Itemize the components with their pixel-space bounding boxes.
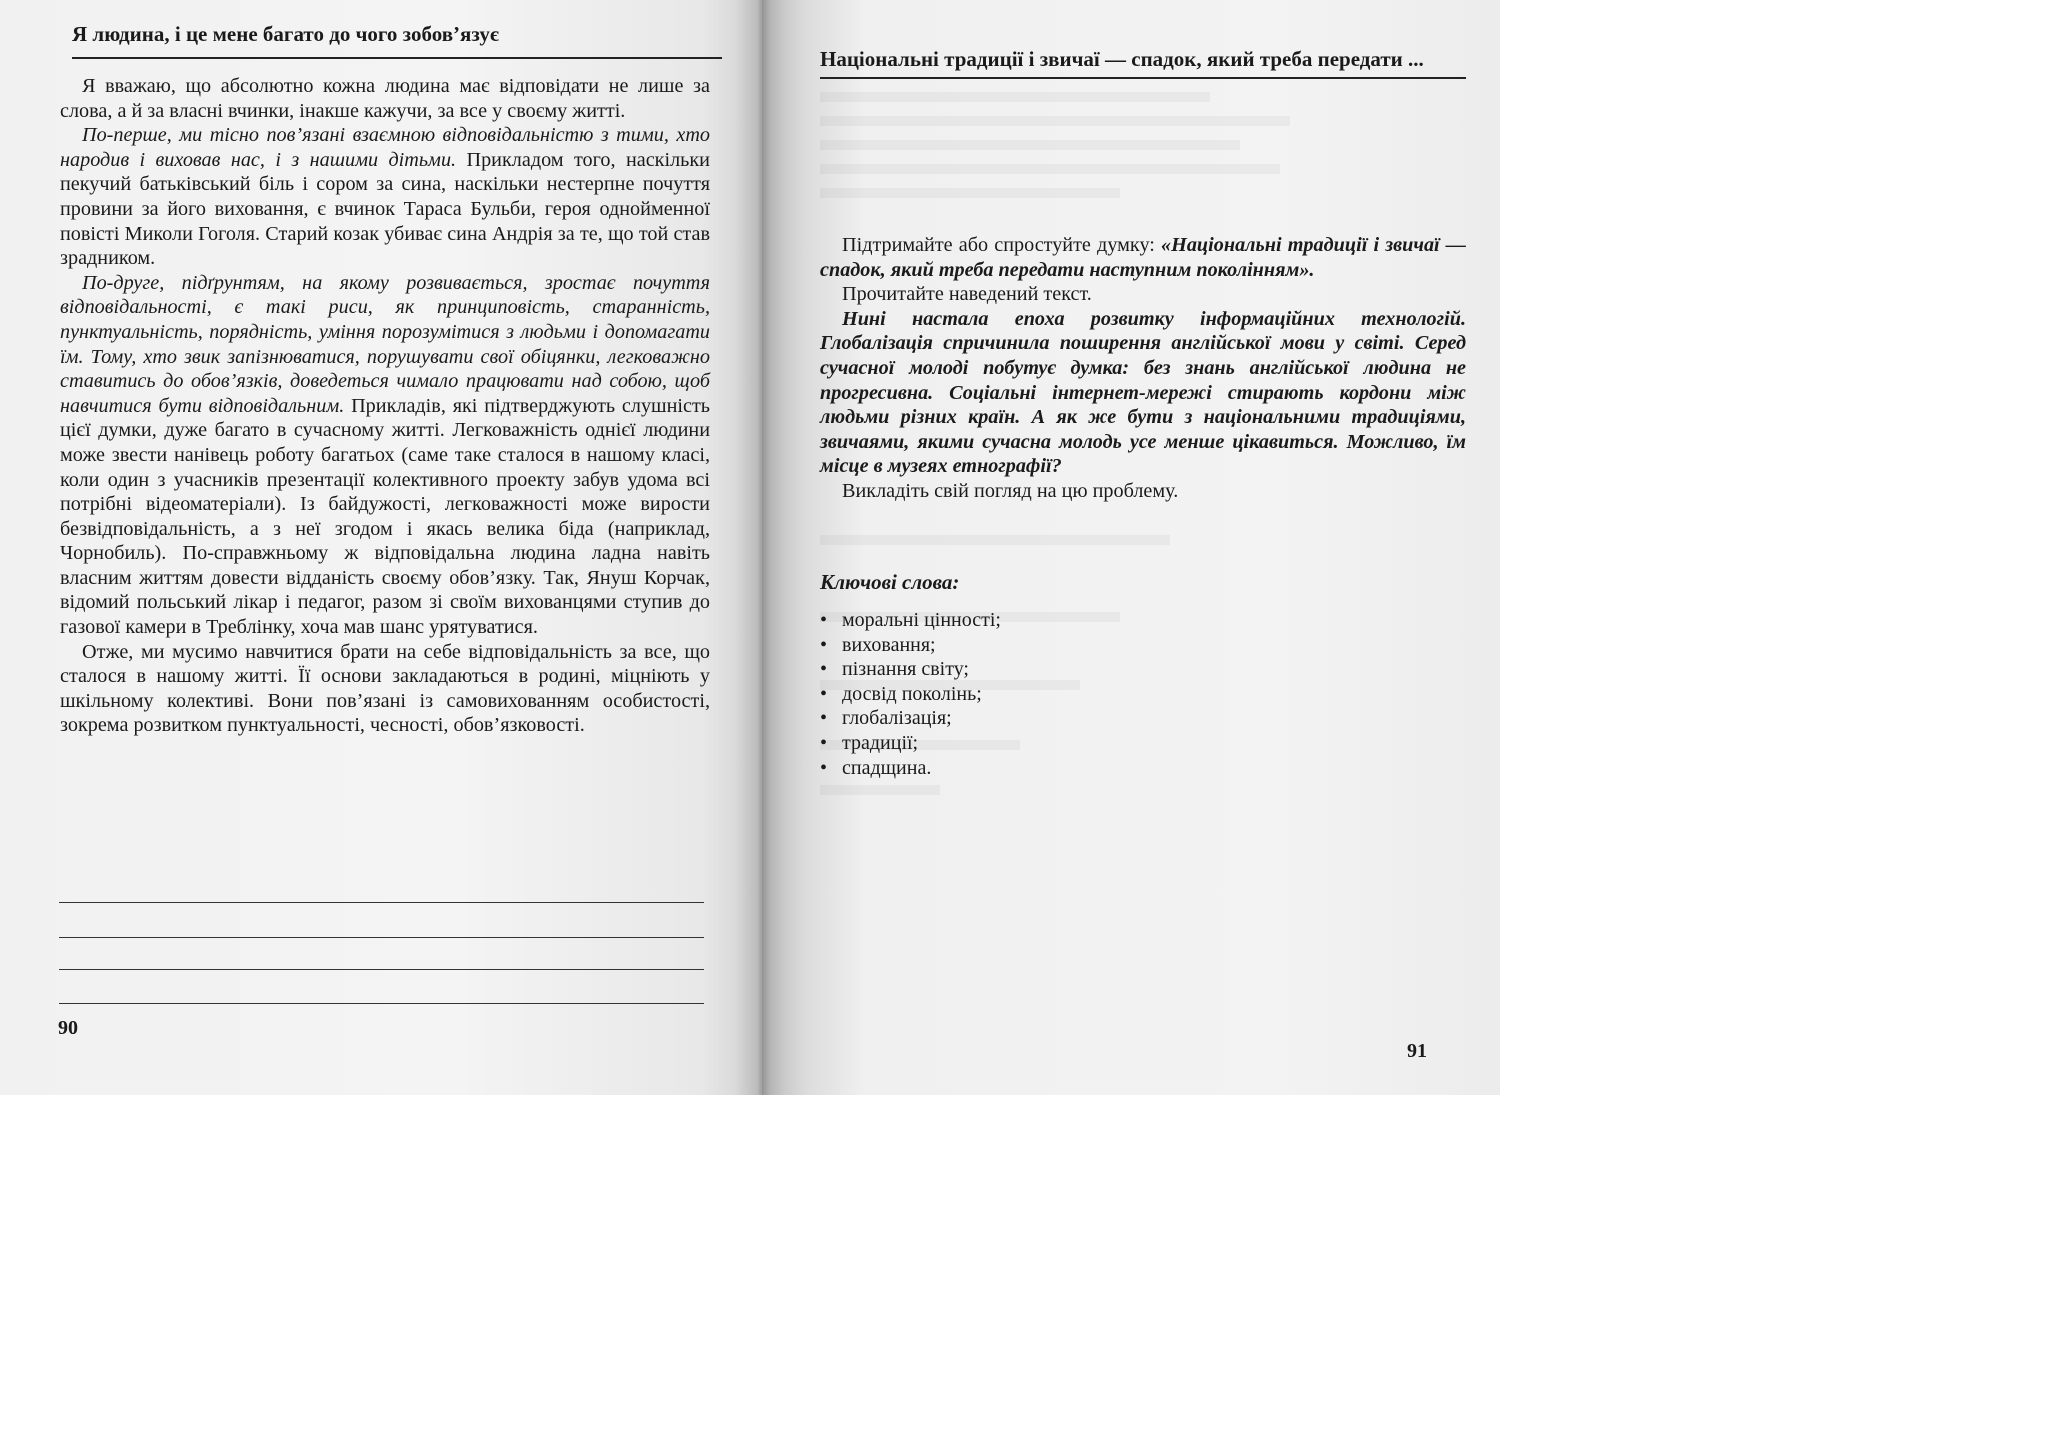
bleed-through	[820, 164, 1280, 174]
italic-run: По-перше, ми тісно пов’язані взаємною відповідальністю з тими, хто народив і виховав нас, і з нашими дітьми.	[60, 124, 710, 171]
left-body-text	[60, 74, 710, 738]
paragraph	[60, 123, 710, 271]
quoted-text: Нині настала епоха розвитку інформаційних технологій. Глобалізація спричинила поширення англійської мови у світі. Серед сучасної молоді побутує думка: без знань англійської людина не прогресивна. Соціальні інтернет-мережі стирають кордони між людьми різних країн. А як же бути з національними традиціями, звичаями, якими сучасна молодь усе менше цікавиться. Можливо, їм місце в музеях етнографії?	[820, 307, 1466, 478]
keyword-item: • досвід поколінь;	[820, 682, 1001, 707]
paragraph	[60, 640, 710, 738]
right-task-block	[820, 233, 1466, 504]
text-run: Прикладів, які підтверджують слушність цієї думки, дуже багато в сучасному житті. Легковажність однієї людини може звести нанівець роботу багатьох (саме таке сталося в нашому класі, коли один з учасників презентації колективного проекту забув удома всі потрібні відеоматеріали). Із байдужості, легковажності може вирости безвідповідальність, а з неї згодом і якась велика біда (наприклад, Чорнобиль). По-справжньому ж відповідальна людина ладна навіть власним життям довести відданість своєму обов’язку. Так, Януш Корчак, відомий польський лікар і педагог, разом зі своїм вихованцями ступив до газової камери в Треблінку, хоча мав шанс урятуватися.	[60, 394, 710, 639]
italic-run: По-друге, підґрунтям, на якому розвивається, зростає почуття відповідальності, є такі риси, як принциповість, старанність, пунктуальність, порядність, уміння порозумітися з людьми і допомагати їм. Тому, хто звик запізнюватися, порушувати свої обіцянки, легковажно ставитись до обов’язків, доведеться чимало працювати над собою, щоб навчитися бути відповідальним.	[60, 271, 710, 417]
answer-line-1	[59, 902, 704, 903]
text-run: Я вважаю, що абсолютно кожна людина має відповідати не лише за слова, а й за власні вчинки, інакше кажучи, за все у своєму житті.	[60, 75, 710, 122]
task-intro: Підтримайте або спростуйте думку:	[842, 234, 1162, 256]
left-page	[0, 0, 762, 1095]
bleed-through	[820, 92, 1210, 102]
read-prompt: Прочитайте наведений текст.	[842, 283, 1092, 306]
paragraph	[60, 271, 710, 640]
keyword-item: • глобалізація;	[820, 706, 1001, 731]
paragraph	[60, 74, 710, 123]
bleed-through	[820, 116, 1290, 126]
page-number-right: 91	[1407, 1040, 1427, 1062]
outro-prompt: Викладіть свій погляд на цю проблему.	[842, 479, 1179, 502]
text-run: Прикладом того, наскільки пекучий батьківський біль і сором за сина, наскільки нестерпне почуття провини за його виховання, є вчинок Тараса Бульби, героя однойменної повісті Миколи Гоголя. Старий козак убиває сина Андрія за те, що той став зрадником.	[60, 148, 710, 270]
text-run: Отже, ми мусимо навчитися брати на себе відповідальність за все, що сталося в нашому житті. Її основи закладаються в родині, міцніють у шкільному колективі. Вони пов’язані із самовихованням особистості, зокрема розвитком пунктуальності, чесності, обов’язковості.	[60, 640, 710, 737]
keyword-item: • спадщина.	[820, 756, 1001, 781]
bleed-through	[820, 188, 1120, 198]
left-running-head: Я людина, і це мене багато до чого зобов’язує	[72, 22, 499, 46]
task-quote: «Національні традиції і звичаї — спадок, який треба передати наступним поколінням».	[820, 234, 1466, 281]
right-running-head: Національні традиції і звичаї — спадок, який треба передати ...	[820, 47, 1424, 71]
left-head-rule	[72, 57, 722, 59]
right-head-rule	[820, 77, 1466, 79]
book-gutter	[735, 0, 785, 1095]
right-page	[762, 0, 1500, 1095]
bleed-through	[820, 140, 1240, 150]
keyword-item: • пізнання світу;	[820, 657, 1001, 682]
keyword-item: • виховання;	[820, 633, 1001, 658]
answer-line-2	[59, 937, 704, 938]
keyword-item: • моральні цінності;	[820, 608, 1001, 633]
page-number-left: 90	[58, 1017, 78, 1039]
keyword-item: • традиції;	[820, 731, 1001, 756]
answer-line-4	[59, 1003, 704, 1004]
keywords-list	[820, 608, 1001, 780]
answer-line-3	[59, 969, 704, 970]
bleed-through	[820, 535, 1170, 545]
bleed-through	[820, 785, 940, 795]
keywords-title: Ключові слова:	[820, 570, 960, 594]
